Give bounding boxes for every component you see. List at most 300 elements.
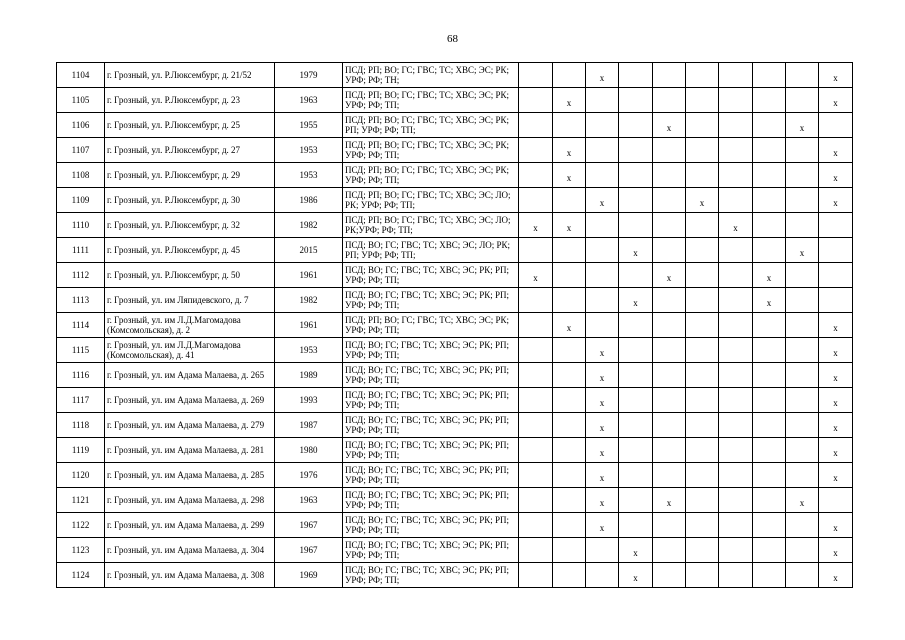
mark-cell <box>586 488 619 513</box>
mark-cell <box>786 163 819 188</box>
mark-cell <box>653 138 686 163</box>
mark-cell <box>586 188 619 213</box>
row-number: 1117 <box>57 388 105 413</box>
year-cell: 1979 <box>275 63 343 88</box>
mark-cell <box>619 488 653 513</box>
mark-cell <box>653 338 686 363</box>
services-cell: ПСД; РП; ВО; ГС; ГВС; ТС; ХВС; ЭС; РК; УРФ; РФ; ТП; <box>343 163 519 188</box>
services-cell: ПСД; РП; ВО; ГС; ГВС; ТС; ХВС; ЭС; РК; РП; УРФ; РФ; ТП; <box>343 113 519 138</box>
mark-cell <box>819 438 853 463</box>
mark-value: x <box>833 173 838 183</box>
table-row <box>57 238 853 263</box>
mark-cell <box>553 413 586 438</box>
address-cell: г. Грозный, ул. Р.Люксембург, д. 32 <box>105 213 275 238</box>
mark-cell <box>519 563 553 588</box>
mark-cell <box>719 288 753 313</box>
mark-cell <box>719 213 753 238</box>
mark-cell <box>519 388 553 413</box>
mark-cell <box>619 63 653 88</box>
table-row <box>57 163 853 188</box>
address-cell: г. Грозный, ул. Р.Люксембург, д. 25 <box>105 113 275 138</box>
row-number: 1118 <box>57 413 105 438</box>
services-cell: ПСД; РП; ВО; ГС; ГВС; ТС; ХВС; ЭС; РК; УРФ; РФ; ТН; <box>343 63 519 88</box>
mark-cell <box>653 388 686 413</box>
row-number: 1105 <box>57 88 105 113</box>
row-number: 1111 <box>57 238 105 263</box>
mark-cell <box>753 63 786 88</box>
row-number: 1112 <box>57 263 105 288</box>
table-row <box>57 538 853 563</box>
mark-cell <box>619 288 653 313</box>
services-cell: ПСД; ВО; ГС; ГВС; ТС; ХВС; ЭС; ЛО; РК; РП; УРФ; РФ; ТП; <box>343 238 519 263</box>
mark-cell <box>553 463 586 488</box>
address-cell: г. Грозный, ул. Р.Люксембург, д. 45 <box>105 238 275 263</box>
year-cell: 1967 <box>275 538 343 563</box>
mark-cell <box>619 113 653 138</box>
mark-cell <box>819 513 853 538</box>
year-cell: 1993 <box>275 388 343 413</box>
mark-cell <box>753 338 786 363</box>
mark-cell <box>553 438 586 463</box>
mark-cell <box>553 563 586 588</box>
mark-cell <box>786 138 819 163</box>
mark-cell <box>553 338 586 363</box>
year-cell: 1982 <box>275 213 343 238</box>
mark-cell <box>686 88 719 113</box>
services-cell: ПСД; ВО; ГС; ГВС; ТС; ХВС; ЭС; РК; РП; УРФ; РФ; ТП; <box>343 438 519 463</box>
mark-cell <box>786 363 819 388</box>
row-number: 1123 <box>57 538 105 563</box>
mark-cell <box>719 363 753 388</box>
mark-cell <box>753 238 786 263</box>
table-row <box>57 363 853 388</box>
mark-cell <box>819 538 853 563</box>
mark-cell <box>719 138 753 163</box>
mark-cell <box>786 113 819 138</box>
row-number: 1106 <box>57 113 105 138</box>
mark-cell <box>786 238 819 263</box>
year-cell: 1987 <box>275 413 343 438</box>
mark-cell <box>653 288 686 313</box>
address-cell: г. Грозный, ул. им Адама Малаева, д. 298 <box>105 488 275 513</box>
year-cell: 1955 <box>275 113 343 138</box>
mark-cell <box>553 538 586 563</box>
mark-cell <box>619 513 653 538</box>
address-cell: г. Грозный, ул. им Адама Малаева, д. 281 <box>105 438 275 463</box>
address-cell: г. Грозный, ул. Р.Люксембург, д. 23 <box>105 88 275 113</box>
mark-cell <box>786 288 819 313</box>
row-number: 1115 <box>57 338 105 363</box>
mark-value: x <box>599 198 605 208</box>
address-cell: г. Грозный, ул. Р.Люксембург, д. 21/52 <box>105 63 275 88</box>
mark-cell <box>586 163 619 188</box>
mark-value: x <box>566 323 572 333</box>
mark-cell <box>586 113 619 138</box>
mark-cell <box>819 288 853 313</box>
mark-value: x <box>599 473 605 483</box>
mark-cell <box>553 263 586 288</box>
mark-value: x <box>599 373 605 383</box>
services-cell: ПСД; РП; ВО; ГС; ГВС; ТС; ХВС; ЭС; РК; УРФ; РФ; ТП; <box>343 313 519 338</box>
mark-cell <box>786 388 819 413</box>
mark-cell <box>719 413 753 438</box>
mark-value: x <box>833 523 838 533</box>
address-cell: г. Грозный, ул. им Адама Малаева, д. 265 <box>105 363 275 388</box>
mark-cell <box>819 388 853 413</box>
year-cell: 1963 <box>275 488 343 513</box>
mark-cell <box>753 313 786 338</box>
mark-cell <box>519 488 553 513</box>
mark-cell <box>753 263 786 288</box>
mark-cell <box>519 263 553 288</box>
mark-cell <box>786 513 819 538</box>
table-row <box>57 513 853 538</box>
table-row <box>57 463 853 488</box>
mark-cell <box>786 63 819 88</box>
mark-cell <box>586 288 619 313</box>
mark-cell <box>553 188 586 213</box>
mark-value: x <box>599 448 605 458</box>
mark-value: x <box>766 298 772 308</box>
mark-cell <box>586 363 619 388</box>
mark-cell <box>686 288 719 313</box>
mark-cell <box>619 188 653 213</box>
mark-cell <box>686 263 719 288</box>
mark-cell <box>786 338 819 363</box>
mark-value: x <box>833 373 838 383</box>
table-row <box>57 263 853 288</box>
mark-cell <box>786 413 819 438</box>
mark-cell <box>619 213 653 238</box>
mark-cell <box>586 88 619 113</box>
mark-cell <box>819 413 853 438</box>
mark-cell <box>619 388 653 413</box>
mark-cell <box>753 213 786 238</box>
year-cell: 1953 <box>275 338 343 363</box>
table-row <box>57 63 853 88</box>
table-row <box>57 438 853 463</box>
table-row <box>57 388 853 413</box>
row-number: 1110 <box>57 213 105 238</box>
mark-cell <box>786 538 819 563</box>
mark-cell <box>819 63 853 88</box>
year-cell: 1986 <box>275 188 343 213</box>
mark-cell <box>786 488 819 513</box>
mark-cell <box>519 238 553 263</box>
mark-cell <box>586 138 619 163</box>
mark-cell <box>519 63 553 88</box>
mark-value: x <box>833 98 838 108</box>
address-cell: г. Грозный, ул. им Адама Малаева, д. 279 <box>105 413 275 438</box>
address-cell: г. Грозный, ул. им Адама Малаева, д. 304 <box>105 538 275 563</box>
year-cell: 1963 <box>275 88 343 113</box>
mark-value: x <box>833 323 838 333</box>
mark-cell <box>719 313 753 338</box>
mark-cell <box>619 463 653 488</box>
mark-cell <box>586 563 619 588</box>
mark-cell <box>686 188 719 213</box>
mark-cell <box>553 488 586 513</box>
year-cell: 1982 <box>275 288 343 313</box>
mark-value: x <box>799 498 805 508</box>
address-cell: г. Грозный, ул. Р.Люксембург, д. 30 <box>105 188 275 213</box>
mark-value: x <box>833 573 838 583</box>
mark-cell <box>686 438 719 463</box>
mark-value: x <box>833 73 838 83</box>
mark-cell <box>653 238 686 263</box>
mark-cell <box>686 113 719 138</box>
mark-cell <box>519 513 553 538</box>
mark-cell <box>819 113 853 138</box>
mark-cell <box>719 563 753 588</box>
mark-cell <box>586 63 619 88</box>
row-number: 1121 <box>57 488 105 513</box>
table-row <box>57 88 853 113</box>
mark-cell <box>619 88 653 113</box>
mark-cell <box>686 513 719 538</box>
mark-cell <box>619 438 653 463</box>
mark-cell <box>586 513 619 538</box>
mark-cell <box>686 213 719 238</box>
mark-cell <box>719 488 753 513</box>
mark-value: x <box>599 498 605 508</box>
mark-cell <box>653 563 686 588</box>
mark-cell <box>686 238 719 263</box>
mark-cell <box>519 313 553 338</box>
mark-cell <box>786 313 819 338</box>
services-cell: ПСД; РП; ВО; ГС; ГВС; ТС; ХВС; ЭС; РК; УРФ; РФ; ТП; <box>343 88 519 113</box>
mark-cell <box>786 263 819 288</box>
mark-cell <box>586 463 619 488</box>
mark-cell <box>586 388 619 413</box>
year-cell: 1989 <box>275 363 343 388</box>
mark-cell <box>686 313 719 338</box>
mark-value: x <box>833 548 838 558</box>
table-row <box>57 313 853 338</box>
mark-cell <box>553 138 586 163</box>
mark-cell <box>619 138 653 163</box>
services-cell: ПСД; РП; ВО; ГС; ГВС; ТС; ХВС; ЭС; ЛО; РК;УРФ; РФ; ТП; <box>343 213 519 238</box>
mark-cell <box>653 463 686 488</box>
mark-cell <box>719 238 753 263</box>
address-cell: г. Грозный, ул. Р.Люксембург, д. 29 <box>105 163 275 188</box>
mark-cell <box>786 188 819 213</box>
mark-cell <box>653 113 686 138</box>
year-cell: 2015 <box>275 238 343 263</box>
mark-cell <box>719 463 753 488</box>
mark-cell <box>719 88 753 113</box>
table-row <box>57 188 853 213</box>
mark-value: x <box>833 398 838 408</box>
address-cell: г. Грозный, ул. им Л.Д.Магомадова (Комсомольская), д. 41 <box>105 338 275 363</box>
mark-cell <box>819 338 853 363</box>
mark-cell <box>586 213 619 238</box>
mark-cell <box>719 438 753 463</box>
mark-cell <box>653 513 686 538</box>
mark-value: x <box>766 273 772 283</box>
mark-value: x <box>633 548 638 558</box>
table-row <box>57 288 853 313</box>
mark-cell <box>619 538 653 563</box>
mark-cell <box>719 338 753 363</box>
services-cell: ПСД; ВО; ГС; ГВС; ТС; ХВС; ЭС; РК; РП; УРФ; РФ; ТП; <box>343 263 519 288</box>
mark-cell <box>519 538 553 563</box>
row-number: 1114 <box>57 313 105 338</box>
table-row <box>57 113 853 138</box>
mark-value: x <box>833 448 838 458</box>
mark-cell <box>819 213 853 238</box>
mark-cell <box>819 263 853 288</box>
mark-cell <box>586 238 619 263</box>
services-cell: ПСД; ВО; ГС; ГВС; ТС; ХВС; ЭС; РК; РП; УРФ; РФ; ТП; <box>343 513 519 538</box>
mark-cell <box>553 238 586 263</box>
mark-cell <box>519 113 553 138</box>
mark-value: x <box>533 223 538 233</box>
mark-cell <box>519 163 553 188</box>
housing-registry-table <box>56 62 853 588</box>
mark-value: x <box>833 473 838 483</box>
mark-cell <box>553 388 586 413</box>
address-cell: г. Грозный, ул. им Ляпидевского, д. 7 <box>105 288 275 313</box>
mark-cell <box>653 413 686 438</box>
mark-value: x <box>799 123 805 133</box>
address-cell: г. Грозный, ул. Р.Люксембург, д. 50 <box>105 263 275 288</box>
row-number: 1119 <box>57 438 105 463</box>
mark-value: x <box>599 348 605 358</box>
mark-cell <box>719 188 753 213</box>
table-row <box>57 138 853 163</box>
year-cell: 1953 <box>275 138 343 163</box>
mark-cell <box>753 463 786 488</box>
table-row <box>57 213 853 238</box>
mark-value: x <box>733 223 738 233</box>
mark-cell <box>653 213 686 238</box>
mark-cell <box>553 213 586 238</box>
mark-value: x <box>566 148 572 158</box>
mark-cell <box>586 263 619 288</box>
mark-cell <box>519 138 553 163</box>
mark-cell <box>753 413 786 438</box>
mark-cell <box>753 513 786 538</box>
services-cell: ПСД; ВО; ГС; ГВС; ТС; ХВС; ЭС; РК; РП; УРФ; РФ; ТП; <box>343 488 519 513</box>
row-number: 1124 <box>57 563 105 588</box>
mark-cell <box>819 563 853 588</box>
mark-cell <box>586 413 619 438</box>
mark-value: x <box>833 348 838 358</box>
mark-cell <box>686 63 719 88</box>
mark-value: x <box>833 423 838 433</box>
mark-value: x <box>666 273 672 283</box>
year-cell: 1953 <box>275 163 343 188</box>
row-number: 1108 <box>57 163 105 188</box>
mark-cell <box>519 213 553 238</box>
mark-cell <box>686 363 719 388</box>
row-number: 1109 <box>57 188 105 213</box>
mark-cell <box>753 188 786 213</box>
mark-cell <box>819 238 853 263</box>
mark-cell <box>619 413 653 438</box>
mark-value: x <box>633 248 638 258</box>
mark-cell <box>819 188 853 213</box>
mark-cell <box>553 163 586 188</box>
services-cell: ПСД; ВО; ГС; ГВС; ТС; ХВС; ЭС; РК; РП; УРФ; РФ; ТП; <box>343 463 519 488</box>
year-cell: 1976 <box>275 463 343 488</box>
mark-cell <box>686 488 719 513</box>
mark-cell <box>653 538 686 563</box>
mark-cell <box>519 288 553 313</box>
mark-cell <box>786 88 819 113</box>
row-number: 1122 <box>57 513 105 538</box>
mark-value: x <box>666 498 672 508</box>
mark-cell <box>753 538 786 563</box>
mark-cell <box>653 313 686 338</box>
mark-cell <box>619 363 653 388</box>
services-cell: ПСД; ВО; ГС; ГВС; ТС; ХВС; ЭС; РК; РП; УРФ; РФ; ТП; <box>343 563 519 588</box>
mark-cell <box>619 238 653 263</box>
mark-cell <box>586 538 619 563</box>
mark-value: x <box>666 123 672 133</box>
year-cell: 1961 <box>275 263 343 288</box>
mark-cell <box>519 88 553 113</box>
mark-cell <box>653 438 686 463</box>
services-cell: ПСД; ВО; ГС; ГВС; ТС; ХВС; ЭС; РК; РП; УРФ; РФ; ТП; <box>343 288 519 313</box>
mark-cell <box>586 438 619 463</box>
mark-value: x <box>599 398 605 408</box>
services-cell: ПСД; ВО; ГС; ГВС; ТС; ХВС; ЭС; РК; РП; УРФ; РФ; ТП; <box>343 388 519 413</box>
row-number: 1120 <box>57 463 105 488</box>
mark-cell <box>553 88 586 113</box>
mark-value: x <box>833 148 838 158</box>
year-cell: 1961 <box>275 313 343 338</box>
mark-cell <box>753 288 786 313</box>
mark-cell <box>786 563 819 588</box>
services-cell: ПСД; РП; ВО; ГС; ГВС; ТС; ХВС; ЭС; ЛО; РК; УРФ; РФ; ТП; <box>343 188 519 213</box>
mark-cell <box>719 163 753 188</box>
services-cell: ПСД; ВО; ГС; ГВС; ТС; ХВС; ЭС; РК; РП; УРФ; РФ; ТП; <box>343 338 519 363</box>
mark-cell <box>719 388 753 413</box>
address-cell: г. Грозный, ул. им Л.Д.Магомадова (Комсомольская), д. 2 <box>105 313 275 338</box>
mark-cell <box>519 338 553 363</box>
mark-value: x <box>633 573 638 583</box>
mark-cell <box>686 563 719 588</box>
mark-cell <box>786 463 819 488</box>
year-cell: 1969 <box>275 563 343 588</box>
mark-cell <box>519 188 553 213</box>
mark-cell <box>519 463 553 488</box>
mark-cell <box>753 438 786 463</box>
services-cell: ПСД; РП; ВО; ГС; ГВС; ТС; ХВС; ЭС; РК; УРФ; РФ; ТП; <box>343 138 519 163</box>
mark-cell <box>586 338 619 363</box>
mark-cell <box>686 463 719 488</box>
mark-cell <box>653 363 686 388</box>
page-number: 68 <box>447 33 458 45</box>
mark-cell <box>719 263 753 288</box>
mark-value: x <box>566 98 572 108</box>
year-cell: 1967 <box>275 513 343 538</box>
table-row <box>57 563 853 588</box>
mark-cell <box>653 163 686 188</box>
table-row <box>57 488 853 513</box>
mark-cell <box>653 263 686 288</box>
mark-value: x <box>599 423 605 433</box>
row-number: 1116 <box>57 363 105 388</box>
mark-cell <box>619 263 653 288</box>
address-cell: г. Грозный, ул. им Адама Малаева, д. 285 <box>105 463 275 488</box>
mark-cell <box>786 213 819 238</box>
mark-cell <box>619 163 653 188</box>
mark-cell <box>753 138 786 163</box>
row-number: 1104 <box>57 63 105 88</box>
